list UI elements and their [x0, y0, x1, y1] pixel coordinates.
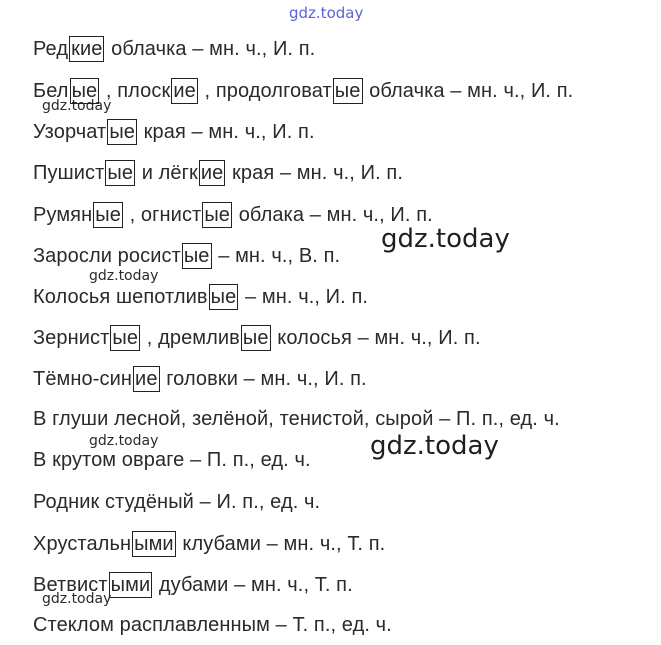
- text-segment: Румян: [33, 204, 93, 226]
- text-segment: Стеклом расплавленным – Т. п., ед. ч.: [33, 614, 392, 636]
- ending-box: ые: [95, 204, 121, 226]
- ending-box: ие: [135, 368, 158, 390]
- text-line: [33, 325, 481, 351]
- ending-box: ые: [183, 245, 210, 267]
- ending-box: кие: [71, 38, 103, 60]
- text-segment: – мн. ч., И. п.: [239, 286, 369, 308]
- ending-box: ыми: [110, 574, 151, 596]
- text-line: [33, 78, 573, 104]
- watermark-small-3: gdz.today: [89, 433, 159, 449]
- ending-box: ые: [210, 286, 237, 308]
- text-segment: края – мн. ч., И. п.: [138, 121, 315, 143]
- ending-box: ые: [204, 204, 231, 226]
- ending-box: ые: [242, 327, 269, 349]
- text-segment: облачка – мн. ч., И. п.: [105, 38, 316, 60]
- text-segment: Бел: [33, 80, 69, 102]
- text-segment: головки – мн. ч., И. п.: [160, 368, 367, 390]
- watermark-top: gdz.today: [289, 4, 364, 22]
- text-segment: Зернист: [33, 327, 110, 349]
- text-line: [33, 284, 368, 310]
- text-segment: , дремлив: [141, 327, 240, 349]
- text-segment: Родник студёный – И. п., ед. ч.: [33, 491, 321, 513]
- ending-box: ые: [109, 121, 136, 143]
- text-line: [33, 243, 340, 269]
- text-segment: Ред: [33, 38, 69, 60]
- text-segment: В глуши лесной, зелёной, тенистой, сырой – П. п., ед. ч.: [33, 408, 560, 430]
- text-line: [33, 490, 320, 514]
- text-segment: Ветвист: [33, 574, 108, 596]
- text-segment: Пушист: [33, 162, 105, 184]
- text-segment: Заросли росист: [33, 245, 181, 267]
- text-segment: дубами – мн. ч., Т. п.: [153, 574, 353, 596]
- text-line: [33, 531, 385, 557]
- watermark-small-4: gdz.today: [42, 591, 112, 607]
- ending-box: ые: [71, 80, 98, 102]
- text-line: [33, 613, 392, 637]
- ending-box: ие: [173, 80, 196, 102]
- ending-box: ые: [112, 327, 139, 349]
- text-segment: В крутом овраге – П. п., ед. ч.: [33, 449, 311, 471]
- text-line: [33, 160, 403, 186]
- text-segment: Хрустальн: [33, 533, 132, 555]
- text-line: [33, 119, 315, 145]
- watermark-small-2: gdz.today: [89, 268, 159, 284]
- text-line: [33, 202, 433, 228]
- text-segment: Тёмно-син: [33, 368, 133, 390]
- text-segment: Колосья шепотлив: [33, 286, 208, 308]
- ending-box: ые: [334, 80, 361, 102]
- watermark-large-1: gdz.today: [381, 224, 510, 254]
- watermark-large-2: gdz.today: [370, 431, 499, 461]
- watermark-small-1: gdz.today: [42, 98, 112, 114]
- ending-box: ые: [107, 162, 134, 184]
- text-segment: колосья – мн. ч., И. п.: [271, 327, 481, 349]
- text-line: [33, 448, 311, 472]
- ending-box: ие: [200, 162, 224, 184]
- text-segment: – мн. ч., В. п.: [212, 245, 341, 267]
- text-line: [33, 36, 315, 62]
- text-segment: , продолговат: [198, 80, 332, 102]
- text-segment: и лёгк: [136, 162, 198, 184]
- text-segment: , огнист: [123, 204, 202, 226]
- text-line: [33, 366, 367, 392]
- text-line: [33, 407, 560, 431]
- text-segment: облака – мн. ч., И. п.: [233, 204, 433, 226]
- text-segment: , плоск: [100, 80, 171, 102]
- text-segment: Узорчат: [33, 121, 107, 143]
- text-line: [33, 572, 353, 598]
- ending-box: ыми: [134, 533, 174, 555]
- text-segment: края – мн. ч., И. п.: [226, 162, 403, 184]
- text-segment: облачка – мн. ч., И. п.: [363, 80, 574, 102]
- text-segment: клубами – мн. ч., Т. п.: [176, 533, 386, 555]
